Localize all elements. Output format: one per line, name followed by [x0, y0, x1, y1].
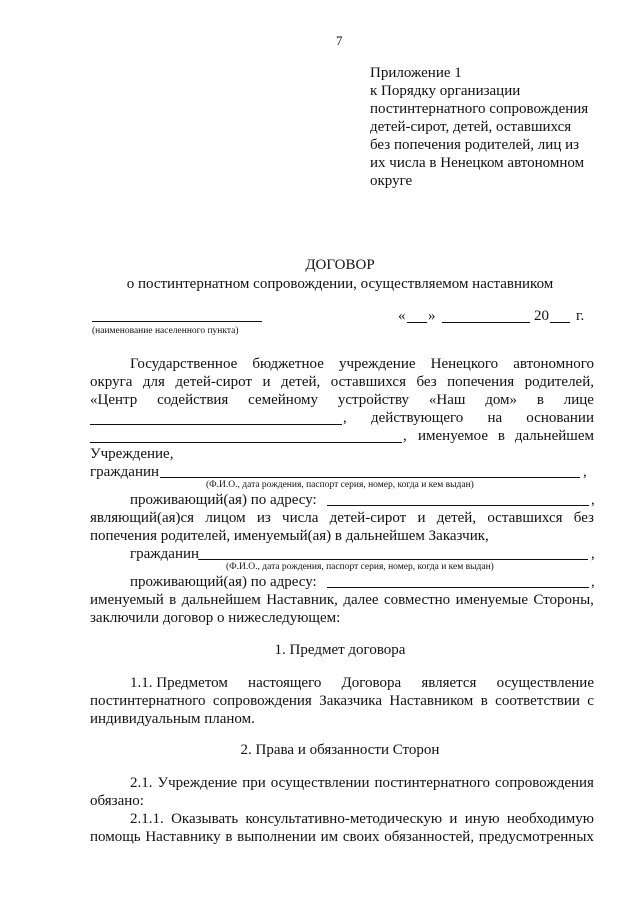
s2-1-line-1 [130, 774, 594, 792]
section-1-title: 1. Предмет договора [274, 642, 406, 658]
word: оставшихся [487, 510, 563, 526]
word: учреждение [338, 356, 416, 372]
word: числа [282, 510, 319, 526]
preamble-line-5 [418, 427, 594, 445]
word: своих [342, 829, 380, 845]
appendix-block [370, 64, 588, 190]
word: и [449, 811, 458, 827]
word: Наставником [389, 693, 474, 709]
date-day-blank [407, 322, 427, 323]
date-open-quote: « [398, 308, 406, 324]
preamble-line-14: заключили договор о нижеследующем: [90, 610, 341, 626]
comma: , [583, 464, 587, 480]
word: сопровождения [212, 693, 312, 709]
comma: , [591, 546, 595, 562]
word: лицом [205, 510, 246, 526]
word: именуемое [418, 428, 488, 444]
word: детей, [436, 510, 477, 526]
date-year-blank [550, 322, 570, 323]
place-caption: (наименование населенного пункта) [92, 326, 239, 336]
word: бюджетное [252, 356, 324, 372]
word: 1.1. Предметом [130, 675, 228, 691]
word: автономного [513, 356, 594, 372]
citizen1-blank [160, 477, 580, 478]
word: именуемые [455, 592, 528, 608]
word: родителей, [524, 374, 594, 390]
preamble-line-3 [90, 391, 594, 409]
address1-label: проживающий(ая) по адресу: [130, 492, 317, 508]
word: с [587, 693, 594, 709]
word: в [497, 428, 505, 444]
s2-1-1-line-2 [90, 828, 594, 846]
word: сопровождения [495, 775, 594, 791]
document-subtitle: о постинтернатном сопровождении, осуществляемом наставником [126, 276, 554, 292]
word: детей-сирот [329, 510, 407, 526]
s2-1-1-line-1 [130, 810, 594, 828]
fio-caption-1: (Ф.И.О., дата рождения, паспорт серия, номер, когда и кем выдан) [206, 480, 474, 490]
word: Государственное [130, 356, 238, 372]
word: предусмотренных [478, 829, 594, 845]
word: округа [90, 374, 133, 390]
word: «Центр [90, 392, 138, 408]
word: Наставник, [266, 592, 338, 608]
word: осуществление [496, 675, 594, 691]
word: основании [526, 410, 594, 426]
word: соответствии [495, 693, 580, 709]
comma: , [403, 428, 407, 444]
word: обязанностей, [384, 829, 475, 845]
word: Оказывать [171, 811, 239, 827]
word: дальнейшем [181, 592, 261, 608]
word: и [417, 510, 426, 526]
word: является [421, 675, 477, 691]
word: в [536, 392, 544, 408]
place-blank [92, 321, 262, 322]
preamble-line-10: попечения родителей, именуемый(ая) в дальнейшем Заказчик, [90, 528, 489, 544]
appendix-line: Приложение 1 [370, 65, 462, 81]
word: на [487, 410, 503, 426]
comma: , [591, 574, 595, 590]
word: консультативно-методическую [245, 811, 443, 827]
s1-1-line-3: индивидуальным планом. [90, 711, 255, 727]
appendix-line: постинтернатного сопровождения [370, 101, 589, 117]
word: содействия [157, 392, 229, 408]
s2-1-line-2: обязано: [90, 793, 144, 809]
word: помощь [90, 829, 141, 845]
word: Заказчика [319, 693, 383, 709]
word: необходимую [506, 811, 594, 827]
word: оставшихся [330, 374, 406, 390]
date-month-blank [442, 322, 530, 323]
word: без [416, 374, 437, 390]
date-year-suffix: г. [576, 308, 585, 324]
appendix-line: к Порядку организации [370, 83, 521, 99]
word: являющий(ая)ся [90, 510, 195, 526]
word: Ненецкого [430, 356, 499, 372]
appendix-line: округе [370, 173, 413, 189]
section-2-title: 2. Права и обязанности Сторон [240, 742, 440, 758]
comma: , [591, 492, 595, 508]
citizen2-blank [198, 559, 588, 560]
word: семейному [248, 392, 319, 408]
page-number: 7 [336, 33, 343, 48]
representative-blank [90, 424, 342, 425]
word: дальнейшем [514, 428, 594, 444]
word: в [480, 693, 488, 709]
word: без [573, 510, 594, 526]
word: иную [464, 811, 500, 827]
word: Наставнику [145, 829, 221, 845]
word: им [320, 829, 339, 845]
word: из [256, 510, 271, 526]
preamble-line-1 [130, 355, 594, 373]
word: далее [343, 592, 379, 608]
basis-blank [90, 442, 402, 443]
word: действующего [371, 410, 464, 426]
word: и [262, 374, 271, 390]
appendix-line: их числа в Ненецком автономном [370, 155, 585, 171]
date-year: 20 [534, 308, 549, 324]
citizen2-label: гражданин [130, 546, 200, 562]
word: устройству [337, 392, 410, 408]
preamble-line-9 [90, 509, 594, 527]
appendix-line: детей-сирот, детей, оставшихся [370, 119, 572, 135]
preamble-line-6: Учреждение, [90, 446, 174, 462]
fio-caption-2: (Ф.И.О., дата рождения, паспорт серия, номер, когда и кем выдан) [226, 562, 494, 572]
word: постинтернатного [374, 775, 491, 791]
appendix-line: без попечения родителей, лиц из [370, 137, 580, 153]
word: 2.1. [130, 775, 153, 791]
word: попечения [447, 374, 515, 390]
word: Стороны, [533, 592, 594, 608]
word: «Наш [428, 392, 466, 408]
word: детей, [280, 374, 321, 390]
word: 2.1.1. [130, 811, 164, 827]
word: для [142, 374, 165, 390]
s1-1-line-2 [90, 692, 594, 710]
address2-blank [327, 587, 589, 588]
word: Договора [341, 675, 402, 691]
preamble-line-2 [90, 373, 594, 391]
word: в [169, 592, 177, 608]
word: в [225, 829, 233, 845]
word: Учреждение [157, 775, 238, 791]
word: выполнении [237, 829, 316, 845]
preamble-line-13 [90, 591, 594, 609]
word: постинтернатного [90, 693, 206, 709]
s1-1-line-1 [130, 674, 594, 692]
word: настоящего [248, 675, 322, 691]
word: именуемый [90, 592, 164, 608]
date-close-quote: » [428, 308, 436, 324]
word: детей-сирот [175, 374, 252, 390]
preamble-line-4 [371, 409, 594, 427]
document-title: ДОГОВОР [305, 257, 375, 273]
address2-label: проживающий(ая) по адресу: [130, 574, 317, 590]
citizen1-label: гражданин [90, 464, 160, 480]
address1-blank [327, 505, 589, 506]
word: осуществлении [270, 775, 370, 791]
word: дом» [485, 392, 518, 408]
word: совместно [383, 592, 451, 608]
word: при [242, 775, 266, 791]
comma: , [343, 410, 347, 426]
word: лице [563, 392, 594, 408]
